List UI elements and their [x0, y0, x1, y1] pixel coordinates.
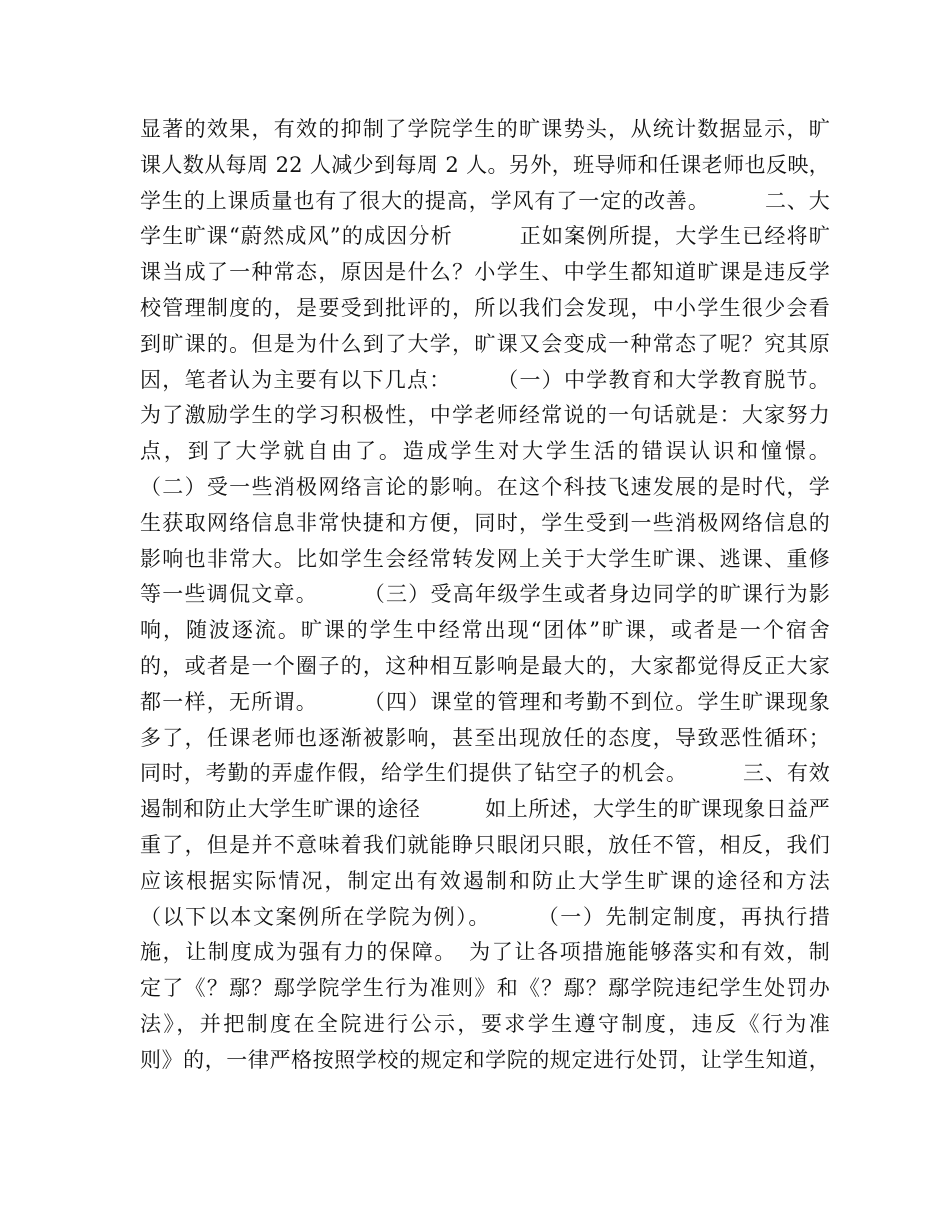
text-line: 应该根据实际情况，制定出有效遏制和防止大学生旷课的途径和方法: [140, 868, 830, 893]
text-line: 生获取网络信息非常快捷和方便，同时，学生受到一些消极网络信息的: [140, 510, 830, 535]
text-line: 学生旷课“蔚然成风”的成因分析 正如案例所提，大学生已经将旷: [140, 224, 830, 249]
text-line: （二）受一些消极网络言论的影响。在这个科技飞速发展的是时代，学: [140, 474, 830, 499]
text-line: 学生的上课质量也有了很大的提高，学风有了一定的改善。 二、大: [140, 188, 830, 213]
text-line: 同时，考勤的弄虚作假，给学生们提供了钻空子的机会。 三、有效: [140, 761, 830, 786]
text-line: 等一些调侃文章。 （三）受高年级学生或者身边同学的旷课行为影: [140, 582, 830, 607]
text-line: 遏制和防止大学生旷课的途径 如上所述，大学生的旷课现象日益严: [140, 797, 830, 822]
text-line: 显著的效果，有效的抑制了学院学生的旷课势头，从统计数据显示，旷: [140, 117, 830, 141]
text-line: 重了，但是并不意味着我们就能睁只眼闭只眼，放任不管，相反，我们: [140, 832, 830, 857]
text-line: 法》，并把制度在全院进行公示，要求学生遵守制度，违反《行为准: [140, 1011, 830, 1036]
text-line: 为了激励学生的学习积极性，中学老师经常说的一句话就是：大家努力: [140, 403, 830, 428]
text-line: 影响也非常大。比如学生会经常转发网上关于大学生旷课、逃课、重修: [140, 546, 830, 571]
text-line: 点，到了大学就自由了。造成学生对大学生活的错误认识和憧憬。: [140, 439, 830, 464]
text-line: 的，或者是一个圈子的，这种相互影响是最大的，大家都觉得反正大家: [140, 653, 830, 678]
text-line: （以下以本文案例所在学院为例）。 （一）先制定制度，再执行措: [140, 904, 830, 929]
text-line: 施，让制度成为强有力的保障。 为了让各项措施能够落实和有效，制: [140, 940, 830, 965]
text-line: 定了《？鄢？鄢学院学生行为准则》和《？鄢？鄢学院违纪学生处罚办: [140, 976, 830, 1001]
text-line: 响，随波逐流。旷课的学生中经常出现“团体”旷课，或者是一个宿舍: [140, 618, 830, 643]
body-text: [140, 112, 830, 1079]
text-line: 校管理制度的，是要受到批评的，所以我们会发现，中小学生很少会看: [140, 295, 830, 320]
text-line: 则》的，一律严格按照学校的规定和学院的规定进行处罚，让学生知道，: [140, 1047, 830, 1072]
text-line: 课人数从每周 22 人减少到每周 2 人。另外，班导师和任课老师也反映，: [140, 152, 830, 177]
text-line: 多了，任课老师也逐渐被影响，甚至出现放任的态度，导致恶性循环；: [140, 725, 830, 750]
text-line: 都一样，无所谓。 （四）课堂的管理和考勤不到位。学生旷课现象: [140, 689, 830, 714]
text-line: 到旷课的。但是为什么到了大学，旷课又会变成一种常态了呢？究其原: [140, 331, 830, 356]
text-line: 因，笔者认为主要有以下几点： （一）中学教育和大学教育脱节。: [140, 367, 830, 392]
text-line: 课当成了一种常态，原因是什么？小学生、中学生都知道旷课是违反学: [140, 260, 830, 285]
